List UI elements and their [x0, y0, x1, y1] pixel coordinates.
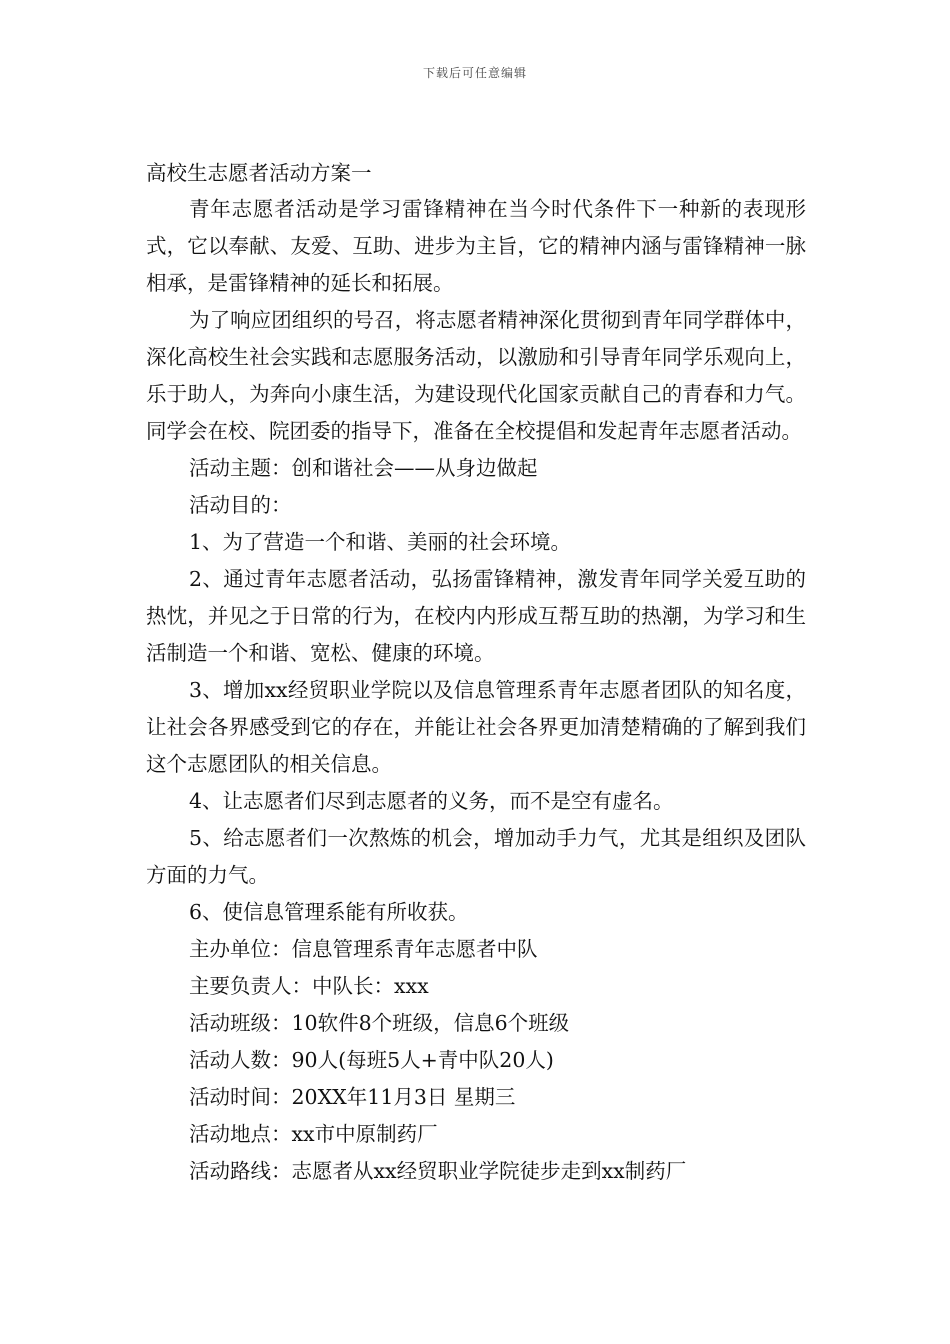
paragraph-background: 为了响应团组织的号召，将志愿者精神深化贯彻到青年同学群体中，深化高校生社会实践和志愿服务活动，以激励和引导青年同学乐观向上，乐于助人，为奔向小康生活，为建设现代化国家贡献自己的青春和力气。同学会在校、院团委的指导下，准备在全校提倡和发起青年志愿者活动。	[146, 308, 806, 443]
document-body	[146, 155, 806, 1190]
detail-leader: 主要负责人：中队长：xxx	[189, 974, 429, 998]
paragraph-theme: 活动主题：创和谐社会——从身边做起	[189, 456, 538, 480]
detail-time: 活动时间：20XX年11月3日 星期三	[189, 1085, 516, 1109]
purpose-item-2: 2、通过青年志愿者活动，弘扬雷锋精神，激发青年同学关爱互助的热忱，并见之于日常的行为，在校内内形成互帮互助的热潮，为学习和生活制造一个和谐、宽松、健康的环境。	[146, 567, 806, 665]
detail-participants: 活动人数：90人(每班5人+青中队20人)	[189, 1048, 554, 1072]
detail-location: 活动地点：xx市中原制药厂	[189, 1122, 438, 1146]
paragraph-purpose-heading: 活动目的：	[189, 493, 292, 517]
purpose-item-1: 1、为了营造一个和谐、美丽的社会环境。	[189, 530, 572, 554]
purpose-item-4: 4、让志愿者们尽到志愿者的义务，而不是空有虚名。	[189, 789, 674, 813]
page-header-note: 下载后可任意编辑	[422, 66, 527, 80]
purpose-item-3: 3、增加xx经贸职业学院以及信息管理系青年志愿者团队的知名度，让社会各界感受到它的存在，并能让社会各界更加清楚精确的了解到我们这个志愿团队的相关信息。	[146, 678, 806, 776]
purpose-item-6: 6、使信息管理系能有所收获。	[189, 900, 469, 924]
document-title: 高校生志愿者活动方案一	[146, 161, 372, 185]
detail-classes: 活动班级：10软件8个班级，信息6个班级	[189, 1011, 570, 1035]
paragraph-intro: 青年志愿者活动是学习雷锋精神在当今时代条件下一种新的表现形式，它以奉献、友爱、互助、进步为主旨，它的精神内涵与雷锋精神一脉相承，是雷锋精神的延长和拓展。	[146, 197, 806, 295]
detail-route: 活动路线：志愿者从xx经贸职业学院徒步走到xx制药厂	[189, 1159, 687, 1183]
detail-organizer: 主办单位：信息管理系青年志愿者中队	[189, 937, 538, 961]
purpose-item-5: 5、给志愿者们一次熬炼的机会，增加动手力气，尤其是组织及团队方面的力气。	[146, 826, 806, 887]
